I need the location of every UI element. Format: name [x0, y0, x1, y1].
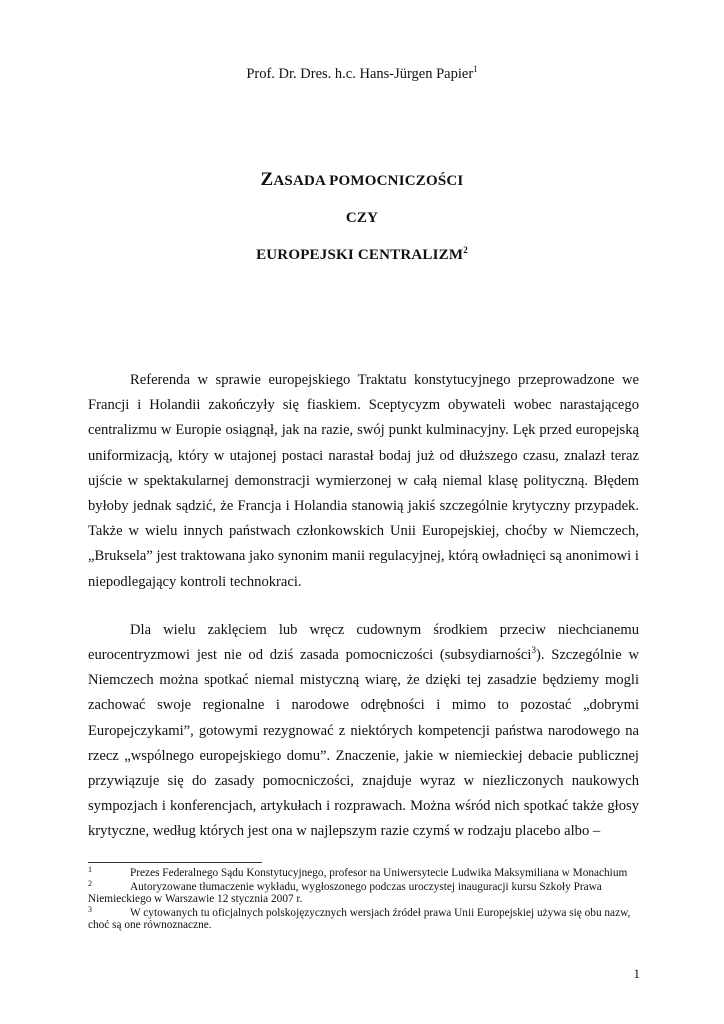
document-title: [0, 168, 724, 281]
title-line-2: [0, 207, 724, 230]
footnote-1-number: 1: [88, 865, 92, 874]
author-line: [0, 66, 724, 83]
footnote-3-text: W cytowanych tu oficjalnych polskojęzycznych wersjach źródeł prawa Unii Europejskiej używa się obu nazw, choć są one równoznaczne.: [88, 906, 631, 932]
footnote-2: [88, 878, 639, 906]
paragraph-1: Referenda w sprawie europejskiego Traktatu konstytucyjnego przeprowadzone we Francji i Holandii zakończyły się fiaskiem. Sceptycyzm obywateli wobec narastającego centralizmu w Europie osiągnął, jak na razie, swój punkt kulminacyjny. Lęk przed europejską uniformizacją, który w utajonej postaci narastał bodaj już od dłuższego czasu, znalazł teraz ujście w spektakularnej demonstracji wymierzonej w całą niemal klasę polityczną. Błędem byłoby jednak sądzić, że Francja i Holandia stanowią jakiś szczególnie krytyczny przypadek. Także w wielu innych państwach członkowskich Unii Europejskiej, choćby w Niemczech, „Bruksela” jest traktowana jako synonim manii regulacyjnej, którą owładnięci są anonimowi i niepodlegający kontroli technokraci.: [88, 372, 639, 590]
author-footnote-ref[interactable]: 1: [473, 64, 478, 75]
author-name: Prof. Dr. Dres. h.c. Hans-Jürgen Papier: [246, 66, 474, 82]
paragraph-2-part-b: ). Szczególnie w Niemczech można spotkać niemal mistyczną wiarę, że dzięki tej zasadzie będziemy mogli zachować swoje regionalne i narodowe odrębności i mimo to pozostać „dobrymi Europejczykami”, gotowymi rezygnować z niektórych kompetencji państwa narodowego na rzecz „wspólnego europejskiego domu”. Znaczenie, jakie w niemieckiej debacie publicznej przywiązuje się do zasady pomocniczości, znajduje wyraz w niezliczonych naukowych sympozjach i konferencjach, artykułach i rozprawach. Można wśród nich spotkać także głosy krytyczne, według których jest ona w najlepszym razie czymś w rodzaju placebo albo –: [88, 647, 639, 840]
footnote-1: [88, 867, 639, 880]
footnote-2-number: 2: [88, 878, 92, 888]
title-line-2-text: CZY: [345, 210, 379, 226]
paragraph-2-part-a: Dla wielu zaklęciem lub wręcz cudownym środkiem przeciw niechcianemu eurocentryzmowi jest nie od dziś zasada pomocniczości (subsydiarności: [88, 621, 639, 664]
footnote-3: [88, 904, 639, 932]
paragraph-2: [88, 618, 639, 845]
footnote-2-text: Autoryzowane tłumaczenie wykładu, wygłoszonego podczas uroczystej inauguracji kursu Szkoły Prawa Niemieckiego w Warszawie 12 stycznia 2007 r.: [88, 880, 602, 906]
footnote-separator: [88, 862, 262, 863]
title-line-3-text: EUROPEJSKI CENTRALIZM: [256, 247, 464, 263]
title-line-1: [0, 168, 724, 193]
paragraph-2-footnote-ref[interactable]: 3: [531, 645, 536, 656]
footnotes: [88, 867, 639, 933]
title-initial: Z: [260, 169, 274, 190]
footnote-1-text: Prezes Federalnego Sądu Konstytucyjnego, profesor na Uniwersytecie Ludwika Maksymiliana w Monachium: [130, 867, 628, 879]
title-line-1-rest: ASADA POMOCNICZOŚCI: [273, 173, 464, 189]
title-line-3: [0, 244, 724, 267]
footnote-3-number: 3: [88, 904, 92, 914]
page-number: 1: [633, 966, 640, 981]
title-footnote-ref[interactable]: 2: [463, 245, 468, 255]
body-text: [88, 368, 639, 845]
